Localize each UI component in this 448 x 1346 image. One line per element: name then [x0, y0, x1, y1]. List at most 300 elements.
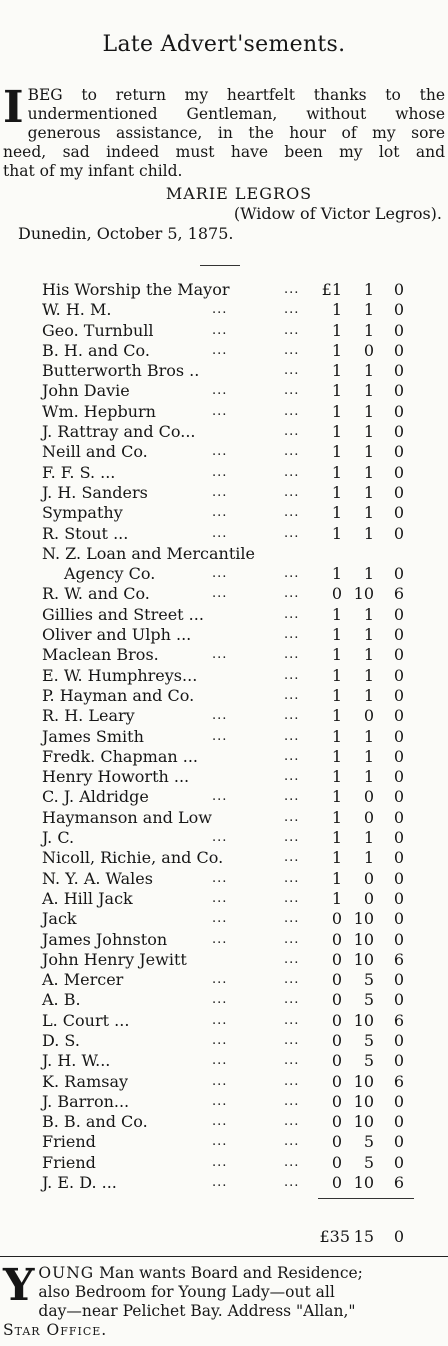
amount-shillings: 0 — [363, 868, 374, 888]
amount-shillings: 1 — [363, 848, 374, 868]
amount-pounds: 1 — [331, 523, 342, 543]
amount-pence: 6 — [393, 584, 404, 604]
amount-pounds: 1 — [331, 604, 342, 624]
amount-shillings: 10 — [353, 1091, 374, 1111]
subscriber-name: Fredk. Chapman ... — [42, 746, 199, 766]
amount-shillings: 1 — [363, 685, 374, 705]
leader-dots: ... — [212, 505, 228, 521]
leader-dots: ... — [212, 647, 228, 663]
amount-shillings: 5 — [363, 1152, 374, 1172]
leader-dots: ... — [284, 687, 300, 703]
amount-pence: 0 — [393, 685, 404, 705]
leader-dots: ... — [284, 870, 300, 886]
subscriber-row — [0, 970, 448, 990]
subscriber-row — [0, 321, 448, 341]
leader-dots: ... — [284, 1012, 300, 1028]
leader-dots: ... — [284, 302, 300, 318]
amount-pounds: 1 — [331, 564, 342, 584]
subscriber-name: R. W. and Co. — [42, 584, 150, 604]
subscriber-name: A. Hill Jack — [42, 888, 133, 908]
subscriber-row — [0, 544, 448, 564]
subscriber-name: L. Court ... — [42, 1010, 130, 1030]
amount-pence: 0 — [393, 625, 404, 645]
amount-pence: 0 — [393, 1030, 404, 1050]
amount-pounds: 1 — [331, 300, 342, 320]
amount-pence: 0 — [393, 746, 404, 766]
subscriber-name: N. Z. Loan and Mercantile — [42, 543, 255, 563]
amount-pence: 0 — [393, 645, 404, 665]
leader-dots: ... — [284, 748, 300, 764]
leader-dots: ... — [284, 789, 300, 805]
notice-line: undermentioned Gentleman, without whose — [27, 105, 445, 123]
amount-pounds: 1 — [331, 706, 342, 726]
amount-shillings: 0 — [363, 787, 374, 807]
amount-shillings: 1 — [363, 401, 374, 421]
subscriber-name: N. Y. A. Wales — [42, 868, 153, 888]
subscriber-row — [0, 605, 448, 625]
amount-shillings: 1 — [363, 422, 374, 442]
subscriber-row — [0, 300, 448, 320]
subscriber-name: W. H. M. — [42, 300, 112, 320]
amount-pence: 6 — [393, 949, 404, 969]
notice-dropcap: I — [3, 82, 24, 133]
amount-pence: 0 — [393, 523, 404, 543]
amount-pounds: 0 — [331, 1112, 342, 1132]
amount-shillings: 1 — [363, 320, 374, 340]
leader-dots: ... — [284, 586, 300, 602]
amount-pounds: 0 — [331, 929, 342, 949]
subscriber-name: R. Stout ... — [42, 523, 129, 543]
amount-pence: 0 — [393, 604, 404, 624]
advert-line: also Bedroom for Young Lady—out all — [38, 1283, 335, 1301]
subscriber-row — [0, 848, 448, 868]
advert-line: day—near Pelichet Bay. Address "Allan," — [38, 1302, 356, 1320]
subscriber-name: James Smith — [42, 726, 144, 746]
amount-shillings: 1 — [363, 462, 374, 482]
amount-shillings: 1 — [363, 482, 374, 502]
subscriber-name: R. H. Leary — [42, 706, 135, 726]
leader-dots: ... — [212, 708, 228, 724]
amount-pence: 0 — [393, 1132, 404, 1152]
short-divider — [200, 265, 240, 266]
leader-dots: ... — [212, 403, 228, 419]
subscriber-row — [0, 828, 448, 848]
leader-dots: ... — [284, 647, 300, 663]
subscriber-name: Friend — [42, 1132, 96, 1152]
subscriber-name: J. H. W... — [42, 1051, 111, 1071]
leader-dots: ... — [212, 870, 228, 886]
amount-pence: 0 — [393, 970, 404, 990]
amount-shillings: 10 — [353, 929, 374, 949]
amount-shillings: 10 — [353, 949, 374, 969]
leader-dots: ... — [284, 484, 300, 500]
leader-dots: ... — [284, 1053, 300, 1069]
leader-dots: ... — [284, 444, 300, 460]
subscriber-row — [0, 402, 448, 422]
amount-pounds: 1 — [331, 645, 342, 665]
amount-pence: 0 — [393, 868, 404, 888]
amount-pounds: 1 — [331, 888, 342, 908]
leader-dots: ... — [212, 1032, 228, 1048]
subscriber-name: Haymanson and Low — [42, 807, 212, 827]
amount-pounds: 1 — [331, 340, 342, 360]
subscriber-name: K. Ramsay — [42, 1071, 129, 1091]
subscriber-row — [0, 808, 448, 828]
amount-pounds: 1 — [331, 807, 342, 827]
total-shillings: 15 — [353, 1227, 374, 1246]
amount-pence: 0 — [393, 422, 404, 442]
subscriber-name: B. H. and Co. — [42, 340, 150, 360]
advert-first-word: OUNG — [38, 1264, 95, 1282]
subscriber-name: Henry Howorth ... — [42, 767, 190, 787]
total-row — [0, 1226, 448, 1248]
amount-pounds: 1 — [331, 848, 342, 868]
amount-pence: 0 — [393, 848, 404, 868]
amount-pence: 0 — [393, 1051, 404, 1071]
subscriber-row — [0, 1051, 448, 1071]
total-pounds: £35 — [319, 1227, 350, 1246]
subscriber-name: J. C. — [42, 828, 75, 848]
leader-dots: ... — [212, 322, 228, 338]
leader-dots: ... — [284, 403, 300, 419]
amount-pence: 0 — [393, 767, 404, 787]
amount-shillings: 0 — [363, 340, 374, 360]
subscriber-row — [0, 1112, 448, 1132]
amount-pounds: 0 — [331, 1091, 342, 1111]
subscriber-row — [0, 747, 448, 767]
amount-pence: 0 — [393, 665, 404, 685]
subscriber-row — [0, 341, 448, 361]
amount-pence: 0 — [393, 462, 404, 482]
amount-pence: 0 — [393, 828, 404, 848]
leader-dots: ... — [284, 708, 300, 724]
leader-dots: ... — [284, 1093, 300, 1109]
amount-pounds: 0 — [331, 1071, 342, 1091]
subscriber-row — [0, 787, 448, 807]
amount-pence: 0 — [393, 300, 404, 320]
subscriber-row — [0, 686, 448, 706]
notice-line: generous assistance, in the hour of my sore — [27, 124, 445, 142]
leader-dots: ... — [284, 992, 300, 1008]
amount-pounds: 1 — [331, 462, 342, 482]
amount-shillings: 10 — [353, 1071, 374, 1091]
amount-pounds: 1 — [331, 868, 342, 888]
amount-shillings: 1 — [363, 523, 374, 543]
subscriber-row — [0, 1031, 448, 1051]
subscriber-name: Butterworth Bros .. — [42, 361, 200, 381]
amount-pounds: 1 — [331, 767, 342, 787]
leader-dots: ... — [212, 1154, 228, 1170]
subscriber-name: C. J. Aldridge — [42, 787, 149, 807]
amount-pounds: 0 — [331, 970, 342, 990]
leader-dots: ... — [212, 302, 228, 318]
subscriber-name: His Worship the Mayor — [42, 280, 230, 299]
amount-pence: 6 — [393, 1173, 404, 1193]
subscriber-name: Gillies and Street ... — [42, 604, 204, 624]
subscriber-row — [0, 1011, 448, 1031]
amount-pounds: 1 — [331, 320, 342, 340]
amount-pounds: 1 — [331, 422, 342, 442]
amount-pence: 0 — [393, 888, 404, 908]
amount-pounds: 0 — [331, 1010, 342, 1030]
leader-dots: ... — [284, 809, 300, 825]
subscriber-row — [0, 422, 448, 442]
subscriber-row — [0, 950, 448, 970]
amount-pounds: £1 — [321, 280, 342, 299]
leader-dots: ... — [284, 1073, 300, 1089]
amount-shillings: 10 — [353, 909, 374, 929]
amount-shillings: 1 — [363, 665, 374, 685]
amount-pounds: 0 — [331, 990, 342, 1010]
leader-dots: ... — [212, 830, 228, 846]
subscriber-row — [0, 767, 448, 787]
leader-dots: ... — [212, 1053, 228, 1069]
subscriber-name: A. Mercer — [42, 970, 124, 990]
amount-pence: 0 — [393, 909, 404, 929]
amount-pence: 0 — [393, 990, 404, 1010]
subscriber-row — [0, 584, 448, 604]
leader-dots: ... — [212, 1012, 228, 1028]
amount-shillings: 5 — [363, 1030, 374, 1050]
subscriber-row — [0, 706, 448, 726]
column-divider — [0, 1256, 448, 1257]
subscriber-name: Maclean Bros. — [42, 645, 159, 665]
subscriber-row — [0, 889, 448, 909]
amount-pounds: 1 — [331, 746, 342, 766]
leader-dots: ... — [284, 282, 300, 297]
subscriber-name: J. H. Sanders — [42, 482, 148, 502]
amount-shillings: 10 — [353, 1173, 374, 1193]
amount-pounds: 1 — [331, 361, 342, 381]
leader-dots: ... — [212, 444, 228, 460]
amount-shillings: 1 — [363, 503, 374, 523]
amount-shillings: 5 — [363, 1051, 374, 1071]
leader-dots: ... — [284, 464, 300, 480]
amount-pounds: 0 — [331, 1030, 342, 1050]
amount-shillings: 0 — [363, 706, 374, 726]
advert-office: Star Office. — [3, 1321, 108, 1339]
leader-dots: ... — [284, 769, 300, 785]
leader-dots: ... — [284, 850, 300, 866]
amount-pounds: 0 — [331, 1051, 342, 1071]
amount-shillings: 1 — [363, 300, 374, 320]
leader-dots: ... — [212, 1175, 228, 1191]
amount-pence: 6 — [393, 1071, 404, 1091]
amount-pounds: 0 — [331, 909, 342, 929]
subscriber-row — [0, 666, 448, 686]
subscriber-name: Sympathy — [42, 503, 123, 523]
amount-pounds: 1 — [331, 787, 342, 807]
subscriber-name: Nicoll, Richie, and Co. — [42, 848, 224, 868]
amount-shillings: 1 — [363, 645, 374, 665]
signer-subtitle: (Widow of Victor Legros). — [233, 204, 442, 223]
notice-line: BEG to return my heartfelt thanks to the — [27, 86, 445, 104]
amount-shillings: 1 — [363, 767, 374, 787]
leader-dots: ... — [212, 789, 228, 805]
amount-pounds: 0 — [331, 949, 342, 969]
amount-pence: 0 — [393, 340, 404, 360]
amount-pence: 0 — [393, 564, 404, 584]
subscriber-name: B. B. and Co. — [42, 1112, 148, 1132]
amount-pounds: 1 — [331, 381, 342, 401]
amount-pence: 0 — [393, 482, 404, 502]
leader-dots: ... — [284, 566, 300, 582]
leader-dots: ... — [284, 931, 300, 947]
subscriber-row — [0, 625, 448, 645]
leader-dots: ... — [212, 1134, 228, 1150]
subscriber-name: J. Rattray and Co... — [42, 422, 196, 442]
amount-pence: 0 — [393, 401, 404, 421]
amount-pounds: 1 — [331, 401, 342, 421]
amount-pence: 0 — [393, 442, 404, 462]
amount-shillings: 5 — [363, 990, 374, 1010]
leader-dots: ... — [212, 1073, 228, 1089]
leader-dots: ... — [284, 363, 300, 379]
subscriber-row — [0, 990, 448, 1010]
leader-dots: ... — [284, 911, 300, 927]
amount-shillings: 5 — [363, 970, 374, 990]
amount-pence: 0 — [393, 361, 404, 381]
subscriber-name: A. B. — [42, 990, 81, 1010]
page-heading: Late Advert'sements. — [102, 32, 346, 57]
leader-dots: ... — [284, 667, 300, 683]
amount-shillings: 1 — [363, 280, 374, 299]
thanks-notice — [3, 82, 445, 181]
leader-dots: ... — [284, 728, 300, 744]
subscriber-name: D. S. — [42, 1030, 80, 1050]
leader-dots: ... — [284, 830, 300, 846]
leader-dots: ... — [212, 1093, 228, 1109]
amount-pence: 0 — [393, 1112, 404, 1132]
subscriber-row — [0, 869, 448, 889]
subscriber-row — [0, 503, 448, 523]
subscriber-name: Oliver and Ulph ... — [42, 625, 192, 645]
leader-dots: ... — [284, 1154, 300, 1170]
leader-dots: ... — [212, 931, 228, 947]
leader-dots: ... — [284, 606, 300, 622]
subscriber-name: John Davie — [42, 381, 130, 401]
leader-dots: ... — [284, 890, 300, 906]
subscriber-row — [0, 645, 448, 665]
leader-dots: ... — [284, 1114, 300, 1130]
amount-pounds: 0 — [331, 1152, 342, 1172]
subscriber-name: Agency Co. — [64, 564, 156, 584]
subscriber-name: F. F. S. ... — [42, 462, 116, 482]
leader-dots: ... — [284, 951, 300, 967]
amount-pence: 0 — [393, 381, 404, 401]
amount-pence: 0 — [393, 787, 404, 807]
amount-pounds: 1 — [331, 828, 342, 848]
subscriber-name: J. E. D. ... — [42, 1173, 117, 1193]
subscriber-name: Wm. Hepburn — [42, 401, 156, 421]
amount-shillings: 5 — [363, 1132, 374, 1152]
leader-dots: ... — [212, 890, 228, 906]
board-advert — [3, 1260, 445, 1340]
amount-shillings: 0 — [363, 888, 374, 908]
leader-dots: ... — [284, 1175, 300, 1191]
subscriber-row — [0, 930, 448, 950]
amount-pence: 6 — [393, 1010, 404, 1030]
amount-pence: 0 — [393, 929, 404, 949]
amount-shillings: 10 — [353, 1010, 374, 1030]
amount-pence: 0 — [393, 280, 404, 299]
leader-dots: ... — [284, 342, 300, 358]
notice-line: that of my infant child. — [3, 162, 183, 180]
subscriber-row — [0, 1153, 448, 1173]
leader-dots: ... — [284, 383, 300, 399]
leader-dots: ... — [212, 911, 228, 927]
subscriber-row — [0, 1072, 448, 1092]
subscriber-row — [0, 564, 448, 584]
leader-dots: ... — [212, 383, 228, 399]
advert-dropcap: Y — [3, 1260, 35, 1311]
amount-shillings: 1 — [363, 361, 374, 381]
subscriber-name: Neill and Co. — [42, 442, 148, 462]
amount-pence: 0 — [393, 807, 404, 827]
amount-pounds: 1 — [331, 442, 342, 462]
leader-dots: ... — [212, 484, 228, 500]
subscriber-name: Friend — [42, 1152, 96, 1172]
amount-shillings: 1 — [363, 442, 374, 462]
signer-name: MARIE LEGROS — [165, 184, 313, 203]
leader-dots: ... — [212, 525, 228, 541]
amount-pounds: 1 — [331, 685, 342, 705]
subscriber-name: P. Hayman and Co. — [42, 685, 195, 705]
subscriber-row — [0, 442, 448, 462]
subscriber-row — [0, 1092, 448, 1112]
leader-dots: ... — [284, 525, 300, 541]
subscriber-name: John Henry Jewitt — [42, 949, 187, 969]
leader-dots: ... — [284, 505, 300, 521]
leader-dots: ... — [284, 972, 300, 988]
total-rule — [318, 1198, 414, 1199]
amount-shillings: 1 — [363, 726, 374, 746]
leader-dots: ... — [284, 424, 300, 440]
amount-shillings: 1 — [363, 564, 374, 584]
amount-pounds: 1 — [331, 665, 342, 685]
amount-shillings: 0 — [363, 807, 374, 827]
amount-shillings: 1 — [363, 604, 374, 624]
amount-pence: 0 — [393, 1091, 404, 1111]
total-pence: 0 — [393, 1227, 404, 1246]
leader-dots: ... — [284, 322, 300, 338]
amount-pence: 0 — [393, 706, 404, 726]
leader-dots: ... — [212, 566, 228, 582]
leader-dots: ... — [212, 992, 228, 1008]
leader-dots: ... — [212, 1114, 228, 1130]
leader-dots: ... — [212, 728, 228, 744]
subscriber-row — [0, 1173, 448, 1193]
amount-shillings: 1 — [363, 746, 374, 766]
amount-pence: 0 — [393, 726, 404, 746]
amount-pounds: 1 — [331, 482, 342, 502]
advert-line: Man wants Board and Residence; — [99, 1264, 363, 1282]
amount-pounds: 1 — [331, 503, 342, 523]
leader-dots: ... — [212, 464, 228, 480]
subscriber-row — [0, 727, 448, 747]
subscriber-row — [0, 463, 448, 483]
subscriber-name: E. W. Humphreys... — [42, 665, 198, 685]
amount-shillings: 10 — [353, 584, 374, 604]
subscriber-name: James Johnston — [42, 929, 168, 949]
subscriber-row — [0, 280, 448, 300]
leader-dots: ... — [284, 1032, 300, 1048]
amount-shillings: 1 — [363, 625, 374, 645]
leader-dots: ... — [212, 586, 228, 602]
subscriber-row — [0, 361, 448, 381]
subscriber-name: Geo. Turnbull — [42, 320, 154, 340]
subscriber-row — [0, 483, 448, 503]
